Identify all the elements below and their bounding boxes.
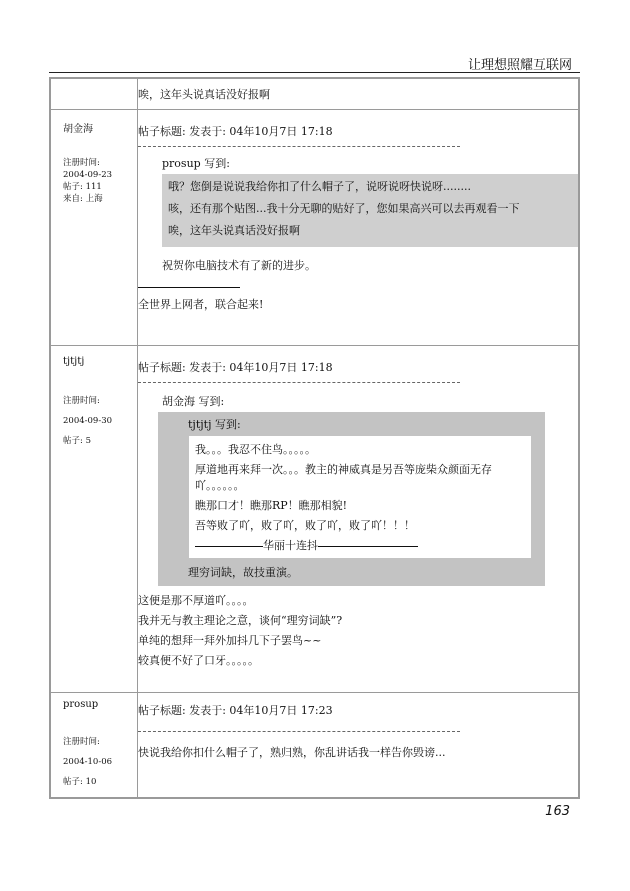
- quote-line: 瞧那口才！瞧那RP！瞧那相貌!: [195, 499, 348, 512]
- quote-box-outer: [158, 412, 545, 586]
- post-title-line: 帖子标题: 发表于: 04年10月7日 17:18: [138, 125, 333, 138]
- huali-divider: [195, 538, 521, 554]
- meta-label: 注册时间:: [63, 396, 100, 406]
- meta-posts: 帖子: 111: [63, 182, 102, 192]
- huali-text: 华丽十连抖: [263, 539, 318, 552]
- meta-label: 注册时间:: [63, 737, 100, 747]
- body-line: 我并无与教主理论之意，谈何“理穷词缺”?: [138, 614, 343, 627]
- continuation-text: 唉，这年头说真话没好报啊: [138, 88, 270, 101]
- author-name: 胡金海: [63, 124, 93, 135]
- author-meta: [63, 391, 137, 451]
- meta-date: 2004-10-06: [63, 757, 113, 767]
- meta-label: 注册时间:: [63, 158, 100, 168]
- page-header: 让理想照耀互联网: [467, 58, 572, 73]
- quote-line: 哦？您倒是说说我给你扣了什么帽子了，说呀说呀快说呀........: [168, 180, 471, 193]
- divider-rule: [195, 546, 263, 547]
- quote-line: 吾等败了吖，败了吖，败了吖，败了吖！！！: [195, 519, 415, 532]
- post-row-1: [50, 110, 579, 346]
- meta-date: 2004-09-23: [63, 170, 113, 180]
- divider-rule: [318, 546, 418, 547]
- author-name: prosup: [63, 699, 99, 710]
- inner-quote-writer: tjtjtj 写到:: [188, 418, 241, 431]
- post-title-line: 帖子标题: 发表于: 04年10月7日 17:23: [138, 704, 333, 717]
- author-meta: [63, 732, 137, 792]
- post-body: [138, 592, 578, 670]
- post-content: [138, 693, 580, 798]
- author-meta: [63, 157, 137, 205]
- header-rule: [49, 72, 580, 73]
- signature: 全世界上网者，联合起来!: [138, 298, 264, 311]
- forum-thread: [49, 77, 580, 799]
- content-cell: [138, 78, 580, 110]
- quote-line: 厚道地再来拜一次。。。教主的神威真是另吾等庞柴众颜面无存吖。。。。。。: [195, 463, 492, 492]
- quote-writer: prosup 写到:: [162, 157, 230, 170]
- author-name: tjtjtj: [63, 356, 85, 367]
- quote-line: 咳，还有那个贴图...我十分无聊的贴好了，您如果高兴可以去再观看一下: [168, 202, 520, 215]
- post-content: [138, 346, 580, 693]
- quote-line: 我。。。我忍不住鸟。。。。。: [195, 443, 316, 456]
- signature-rule: [138, 287, 240, 288]
- author-cell-empty: [50, 78, 138, 110]
- body-line: 这便是那不厚道吖。。。。: [138, 594, 254, 607]
- author-cell: [50, 346, 138, 693]
- post-body: 快说我给你扣什么帽子了，熟归熟，你乱讲话我一样告你毁谤...: [138, 746, 446, 759]
- thread-row-continuation: [50, 78, 579, 110]
- meta-posts: 帖子: 5: [63, 436, 91, 446]
- author-cell: [50, 693, 138, 798]
- post-row-2: [50, 346, 579, 693]
- quote-box: [162, 174, 578, 247]
- meta-location: 来自: 上海: [63, 194, 103, 204]
- quote-writer: 胡金海 写到:: [162, 395, 225, 408]
- quote-box-inner: [189, 436, 531, 558]
- dashed-divider: [138, 146, 460, 147]
- author-cell: [50, 110, 138, 346]
- dashed-divider: [138, 731, 460, 732]
- quote-closing: 理穷词缺，故技重演。: [188, 566, 298, 579]
- quote-line: 唉，这年头说真话没好报啊: [168, 224, 300, 237]
- page-number: 163: [545, 804, 570, 819]
- body-line: 单纯的想拜一拜外加抖几下子罢鸟~~: [138, 634, 322, 647]
- dashed-divider: [138, 382, 460, 383]
- meta-date: 2004-09-30: [63, 416, 113, 426]
- post-title-line: 帖子标题: 发表于: 04年10月7日 17:18: [138, 361, 333, 374]
- body-line: 较真便不好了口牙。。。。。: [138, 654, 259, 667]
- reply-text: 祝贺你电脑技术有了新的进步。: [162, 259, 316, 272]
- meta-posts: 帖子: 10: [63, 777, 97, 787]
- post-row-3: [50, 693, 579, 798]
- post-content: [138, 110, 580, 346]
